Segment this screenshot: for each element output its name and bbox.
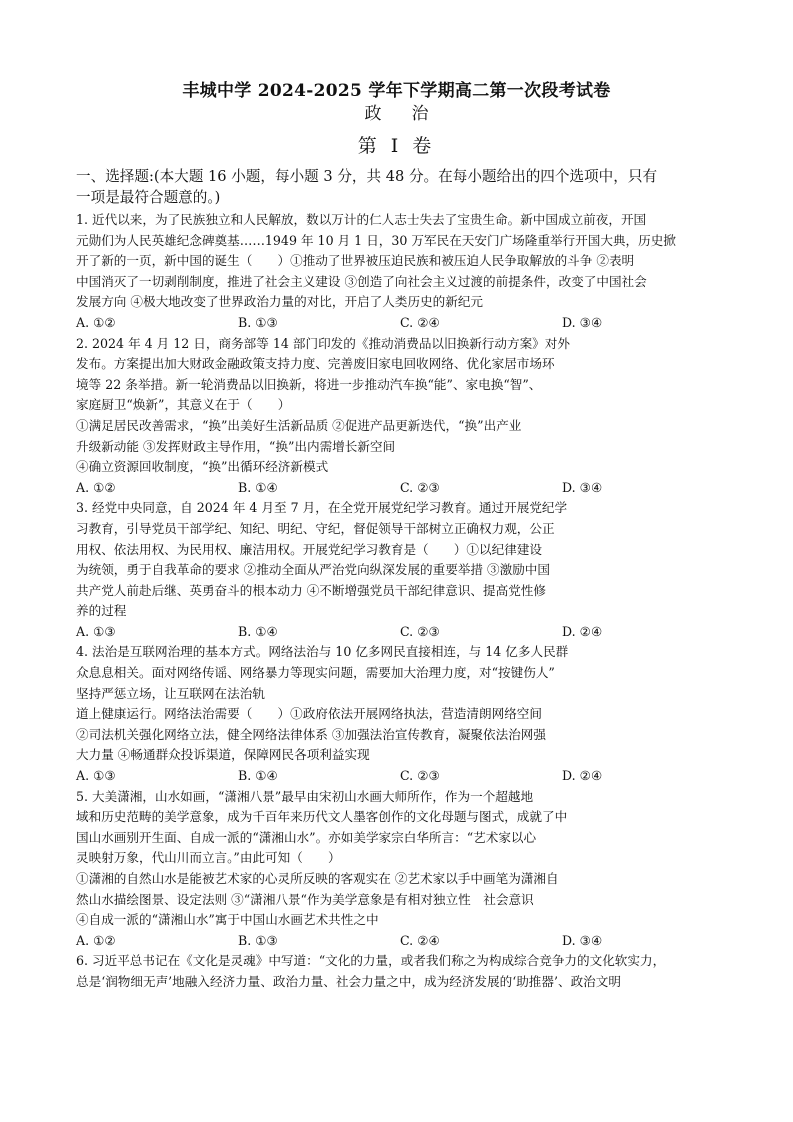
question-line: ④确立资源回收制度，“换”出循环经济新模式 [76, 459, 329, 475]
question-line: 然山水描绘图景、设定法则 ③“潇湘八景“作为美学意象是有相对独立性 社会意识 [76, 891, 534, 907]
option-c: C. ②④ [400, 932, 440, 948]
volume-heading: 第 I 卷 [357, 135, 436, 157]
question-line: 国山水画别开生面、自成一派的“潇湘山水”。亦如美学家宗白华所言：“艺术家以心 [76, 829, 537, 845]
option-c: C. ②④ [400, 314, 440, 330]
question-3 [76, 498, 726, 642]
question-line: 中国消灭了一切剥削制度，推进了社会主义建设 ③创造了向社会主义过渡的前提条件，改变了中国社会 [76, 273, 647, 289]
question-1 [76, 210, 726, 334]
option-row [76, 313, 726, 334]
question-line: 道上健康运行。网络法治需要（ ）①政府依法开展网络执法，营造清朗网络空间 [76, 706, 542, 722]
question-line: 总是‘润物细无声’地融入经济力量、政治力量、社会力量之中，成为经济发展的‘助推器’、政治文明 [76, 973, 621, 989]
question-line: 养的过程 [76, 603, 127, 619]
question-line: 用权、依法用权、为民用权、廉洁用权。开展党纪学习教育是（ ）①以纪律建设 [76, 541, 542, 557]
question-line: 习教育，引导党员干部学纪、知纪、明纪、守纪，督促领导干部树立正确权力观，公正 [76, 520, 555, 536]
question-line: 2. 2024 年 4 月 12 日，商务部等 14 部门印发的《推动消费品以旧换新行动方案》对外 [76, 335, 570, 351]
option-b: B. ①④ [238, 479, 278, 495]
question-line: 灵映射万象，代山川而立言。”由此可知（ ） [76, 850, 341, 866]
question-line: 为统领，勇于自我革命的要求 ②推动全面从严治党向纵深发展的重要举措 ③激励中国 [76, 562, 550, 578]
section-instructions [76, 166, 726, 207]
question-line: ④自成一派的“潇湘山水”寓于中国山水画艺术共性之中 [76, 912, 379, 928]
question-line: 大力量 ④畅通群众投诉渠道，保障网民各项利益实现 [76, 747, 370, 763]
question-line: 3. 经党中央同意，自 2024 年 4 月至 7 月，在全党开展党纪学习教育。通过开展党纪学 [76, 500, 568, 516]
option-row [76, 766, 726, 787]
option-a: A. ①② [76, 314, 116, 330]
question-line: 家庭厨卫“焕新”，其意义在于（ ） [76, 397, 291, 413]
question-line: ①满足居民改善需求，“换”出美好生活新品质 ②促进产品更新迭代，“换”出产业 [76, 417, 522, 433]
question-4 [76, 642, 726, 786]
question-line: 发展方向 ④极大地改变了世界政治力量的对比，开启了人类历史的新纪元 [76, 294, 484, 310]
subject-char: 治 [411, 104, 429, 124]
option-b: B. ①④ [238, 623, 278, 639]
question-list [76, 210, 726, 993]
question-6 [76, 951, 726, 992]
question-2 [76, 334, 726, 499]
option-b: B. ①④ [238, 768, 278, 784]
exam-title: 丰城中学 2024-2025 学年下学期高二第一次段考试卷 [182, 81, 611, 101]
option-a: A. ①② [76, 479, 116, 495]
option-d: D. ③④ [562, 479, 603, 495]
question-line: 6. 习近平总书记在《文化是灵魂》中写道：“文化的力量，或者我们称之为构成综合竞争力的文化软实力， [76, 953, 666, 969]
option-c: C. ②③ [400, 768, 440, 784]
question-line: ①潇湘的自然山水是能被艺术家的心灵所反映的客观实在 ②艺术家以手中画笔为潇湘自 [76, 871, 559, 886]
question-line: 5. 大美潇湘，山水如画，“潇湘八景”最早由宋初山水画大师所作，作为一个超越地 [76, 788, 534, 804]
question-line: 众息息相关。面对网络传谣、网络暴力等现实问题，需要加大治理力度，对“按键伤人” [76, 665, 555, 681]
option-row [76, 622, 726, 643]
option-d: D. ②④ [562, 768, 603, 784]
option-d: D. ③④ [562, 314, 603, 330]
option-d: D. ③④ [562, 932, 603, 948]
question-line: 开了新的一页，新中国的诞生（ ）①推动了世界被压迫民族和被压迫人民争取解放的斗争 ②表明 [76, 253, 635, 269]
question-line: 域和历史范畴的美学意象，成为千百年来历代文人墨客创作的文化母题与图式，成就了中 [76, 809, 568, 825]
option-c: C. ②③ [400, 479, 440, 495]
option-a: A. ①② [76, 932, 116, 948]
question-line: 共产党人前赴后继、英勇奋斗的根本动力 ④不断增强党员干部纪律意识、提高党性修 [76, 582, 546, 598]
question-line: 发布。方案提出加大财政金融政策支持力度、完善废旧家电回收网络、优化家居市场环 [76, 356, 555, 372]
option-row [76, 478, 726, 499]
question-line: 升级新动能 ③发挥财政主导作用，“换”出内需增长新空间 [76, 438, 396, 454]
option-b: B. ①③ [238, 314, 278, 330]
question-line: 坚持严惩立场，让互联网在法治轨 [76, 685, 265, 701]
option-d: D. ②④ [562, 623, 603, 639]
option-b: B. ①③ [238, 932, 278, 948]
question-line: ②司法机关强化网络立法，健全网络法律体系 ③加强法治宣传教育，凝聚依法治网强 [76, 726, 546, 742]
subject-name [0, 99, 793, 124]
option-c: C. ②③ [400, 623, 440, 639]
section-line: 一、选择题:(本大题 16 小题，每小题 3 分，共 48 分。在每小题给出的四个选项中，只有 [76, 168, 658, 185]
option-row [76, 931, 726, 952]
section-line: 一项是最符合题意的。) [76, 188, 221, 206]
question-line: 元勋们为人民英雄纪念碑奠基……1949 年 10 月 1 日，30 万军民在天安门广场隆重举行开国大典，历史掀 [76, 232, 676, 248]
question-line: 境等 22 条举措。新一轮消费品以旧换新，将进一步推动汽车换“能”、家电换“智”、 [76, 376, 542, 392]
option-a: A. ①③ [76, 623, 116, 639]
question-line: 1. 近代以来，为了民族独立和人民解放，数以万计的仁人志士失去了宝贵生命。新中国成立前夜，开国 [76, 212, 647, 227]
question-5 [76, 787, 726, 952]
question-line: 4. 法治是互联网治理的基本方式。网络法治与 10 亿多网民直接相连，与 14 亿多人民群 [76, 644, 569, 660]
option-a: A. ①③ [76, 768, 116, 784]
subject-char: 政 [364, 104, 382, 124]
